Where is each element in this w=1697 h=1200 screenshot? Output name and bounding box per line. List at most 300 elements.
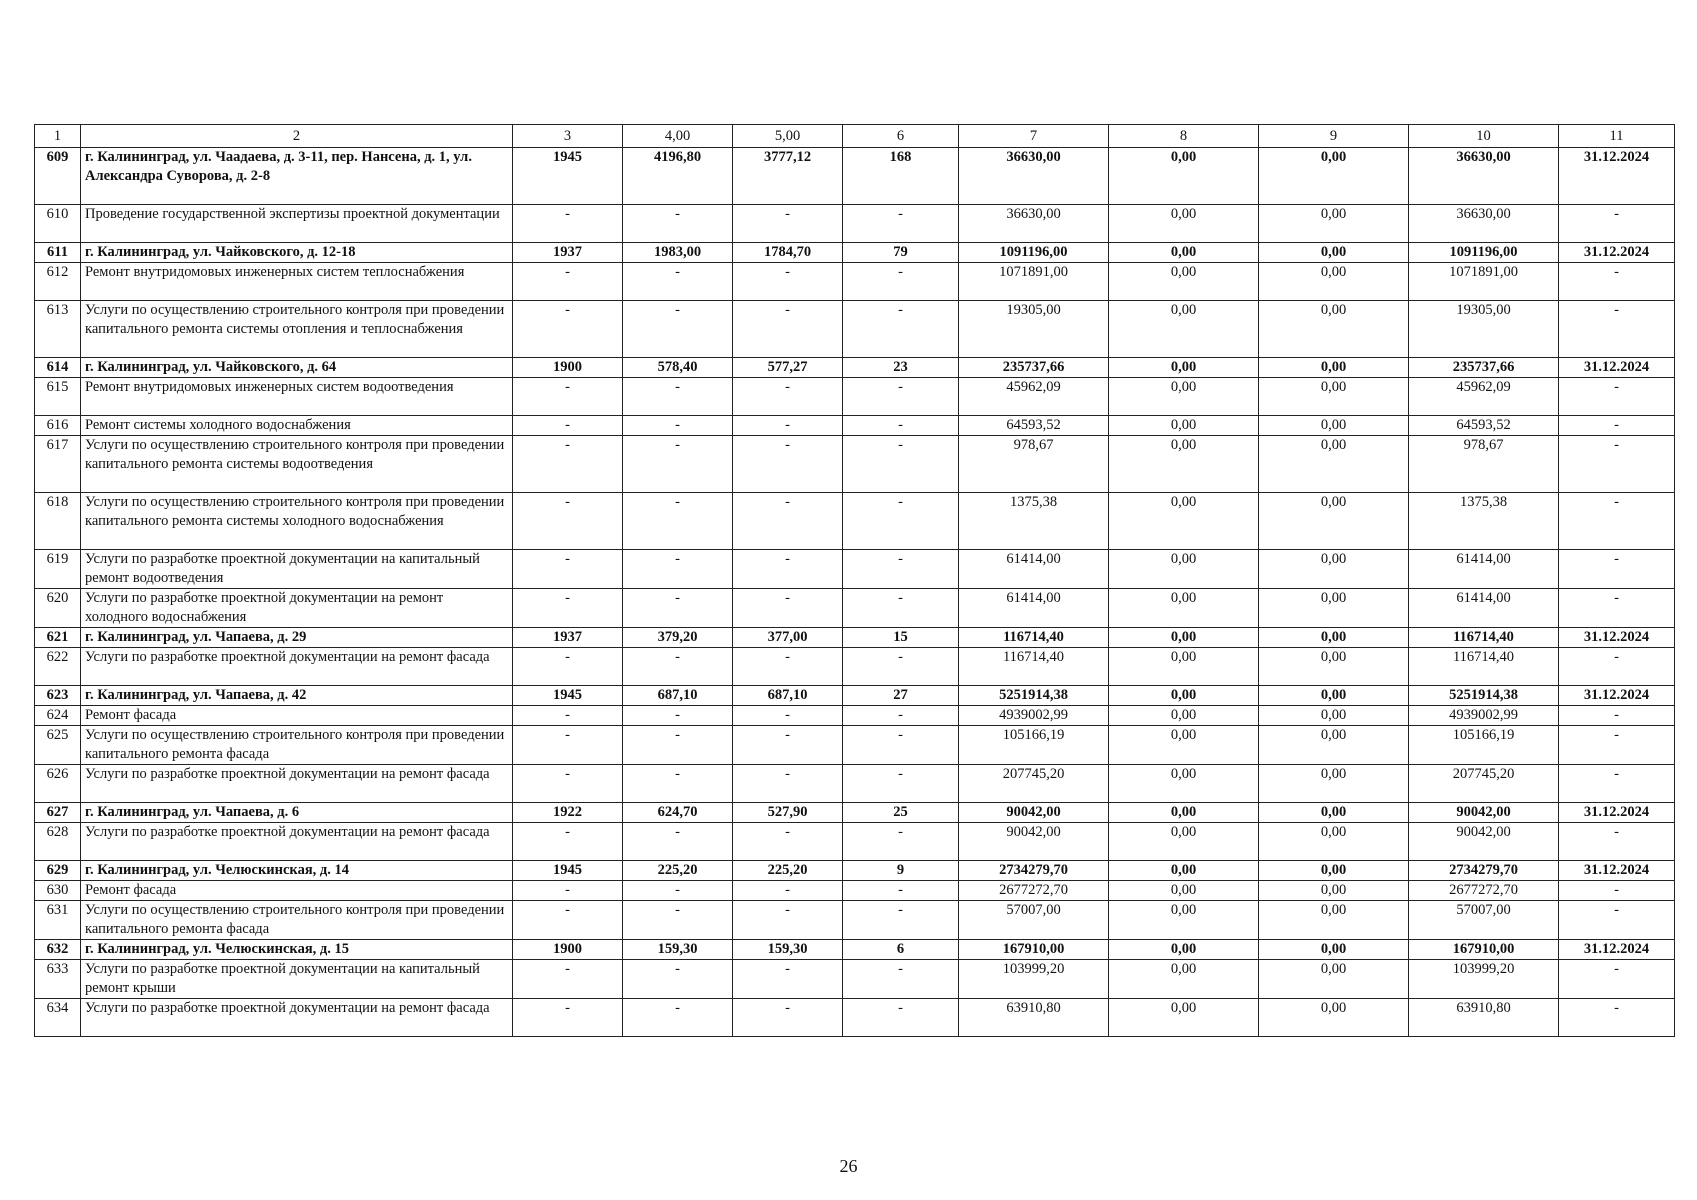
cell-area-total: 4196,80 [623,148,733,205]
cell-cost-10: 1071891,00 [1409,263,1559,301]
cell-area-living: - [733,301,843,358]
cell-cost-9: 0,00 [1259,378,1409,416]
cell-cost-total: 116714,40 [959,628,1109,648]
cell-residents: - [843,378,959,416]
col-header: 8 [1109,125,1259,148]
cell-cost-total: 207745,20 [959,765,1109,803]
cell-area-total: - [623,263,733,301]
cell-cost-9: 0,00 [1259,263,1409,301]
cell-cost-total: 1375,38 [959,493,1109,550]
cell-area-total: - [623,416,733,436]
cell-cost-9: 0,00 [1259,881,1409,901]
cell-cost-8: 0,00 [1109,940,1259,960]
table-row-work [35,881,1675,901]
cell-cost-8: 0,00 [1109,999,1259,1037]
row-name: Ремонт внутридомовых инженерных систем водоотведения [81,378,513,416]
cell-deadline: - [1559,493,1675,550]
cell-area-total: 1983,00 [623,243,733,263]
table-row-work [35,901,1675,940]
row-name: Услуги по осуществлению строительного контроля при проведении капитального ремонта фасада [81,726,513,765]
cell-area-living: 577,27 [733,358,843,378]
cell-cost-9: 0,00 [1259,416,1409,436]
cell-area-total: - [623,493,733,550]
row-name: Услуги по осуществлению строительного контроля при проведении капитального ремонта системы водоотведения [81,436,513,493]
cell-cost-8: 0,00 [1109,686,1259,706]
cell-deadline: - [1559,378,1675,416]
cell-cost-8: 0,00 [1109,881,1259,901]
row-name: Услуги по осуществлению строительного контроля при проведении капитального ремонта системы холодного водоснабжения [81,493,513,550]
row-name: Проведение государственной экспертизы проектной документации [81,205,513,243]
cell-cost-10: 116714,40 [1409,628,1559,648]
cell-residents: - [843,960,959,999]
row-number: 632 [35,940,81,960]
cell-area-living: - [733,416,843,436]
cell-year: 1922 [513,803,623,823]
row-name: г. Калининград, ул. Чапаева, д. 6 [81,803,513,823]
cell-year: - [513,589,623,628]
cell-cost-8: 0,00 [1109,550,1259,589]
cell-year: - [513,550,623,589]
col-header: 7 [959,125,1109,148]
row-name: г. Калининград, ул. Чайковского, д. 64 [81,358,513,378]
cell-cost-10: 5251914,38 [1409,686,1559,706]
row-name: Услуги по разработке проектной документации на ремонт фасада [81,648,513,686]
cell-cost-10: 61414,00 [1409,589,1559,628]
cell-cost-total: 1091196,00 [959,243,1109,263]
cell-area-total: - [623,205,733,243]
cell-cost-9: 0,00 [1259,589,1409,628]
cell-cost-8: 0,00 [1109,378,1259,416]
row-name: г. Калининград, ул. Челюскинская, д. 14 [81,861,513,881]
cell-cost-9: 0,00 [1259,861,1409,881]
cell-deadline: 31.12.2024 [1559,358,1675,378]
table-row-work [35,436,1675,493]
cell-cost-10: 57007,00 [1409,901,1559,940]
row-name: Ремонт внутридомовых инженерных систем теплоснабжения [81,263,513,301]
cell-cost-8: 0,00 [1109,243,1259,263]
table-row-work [35,416,1675,436]
cell-residents: - [843,823,959,861]
row-number: 624 [35,706,81,726]
table-row-work [35,648,1675,686]
table-row-address [35,148,1675,205]
table-row-address [35,243,1675,263]
col-header: 1 [35,125,81,148]
cell-year: - [513,416,623,436]
cell-deadline: - [1559,550,1675,589]
cell-cost-9: 0,00 [1259,803,1409,823]
cell-deadline: - [1559,589,1675,628]
row-number: 627 [35,803,81,823]
page-number: 26 [839,1156,858,1176]
repair-plan-table [34,124,1675,1037]
cell-cost-10: 103999,20 [1409,960,1559,999]
cell-cost-10: 105166,19 [1409,726,1559,765]
row-number: 625 [35,726,81,765]
cell-area-total: - [623,589,733,628]
row-name: Ремонт фасада [81,881,513,901]
cell-cost-10: 19305,00 [1409,301,1559,358]
table-row-address [35,628,1675,648]
cell-residents: 9 [843,861,959,881]
cell-area-total: 687,10 [623,686,733,706]
cell-year: 1900 [513,940,623,960]
cell-deadline: 31.12.2024 [1559,861,1675,881]
cell-cost-total: 5251914,38 [959,686,1109,706]
col-header: 6 [843,125,959,148]
cell-year: - [513,301,623,358]
row-number: 615 [35,378,81,416]
cell-cost-10: 2677272,70 [1409,881,1559,901]
table-row-address [35,358,1675,378]
cell-residents: 27 [843,686,959,706]
cell-residents: - [843,301,959,358]
cell-residents: - [843,706,959,726]
cell-year: - [513,706,623,726]
row-number: 611 [35,243,81,263]
cell-residents: - [843,589,959,628]
cell-cost-9: 0,00 [1259,205,1409,243]
table-row-work [35,960,1675,999]
cell-cost-10: 36630,00 [1409,205,1559,243]
cell-cost-10: 167910,00 [1409,940,1559,960]
cell-year: 1937 [513,243,623,263]
table-row-address [35,940,1675,960]
cell-deadline: - [1559,706,1675,726]
cell-cost-9: 0,00 [1259,436,1409,493]
cell-cost-total: 57007,00 [959,901,1109,940]
cell-cost-10: 116714,40 [1409,648,1559,686]
cell-area-total: 578,40 [623,358,733,378]
row-number: 630 [35,881,81,901]
row-name: г. Калининград, ул. Чайковского, д. 12-18 [81,243,513,263]
cell-year: - [513,823,623,861]
cell-area-total: - [623,881,733,901]
cell-residents: 25 [843,803,959,823]
cell-year: - [513,881,623,901]
cell-cost-8: 0,00 [1109,765,1259,803]
table-row-work [35,706,1675,726]
row-number: 622 [35,648,81,686]
cell-cost-8: 0,00 [1109,960,1259,999]
table-row-address [35,861,1675,881]
cell-residents: 168 [843,148,959,205]
col-header: 3 [513,125,623,148]
cell-cost-10: 207745,20 [1409,765,1559,803]
cell-cost-total: 116714,40 [959,648,1109,686]
cell-cost-9: 0,00 [1259,686,1409,706]
cell-cost-8: 0,00 [1109,706,1259,726]
cell-cost-10: 1091196,00 [1409,243,1559,263]
cell-cost-total: 63910,80 [959,999,1109,1037]
row-number: 634 [35,999,81,1037]
row-name: Услуги по разработке проектной документации на ремонт фасада [81,823,513,861]
row-number: 628 [35,823,81,861]
cell-area-living: - [733,765,843,803]
cell-cost-8: 0,00 [1109,205,1259,243]
cell-area-total: 624,70 [623,803,733,823]
cell-area-living: 687,10 [733,686,843,706]
cell-area-living: 159,30 [733,940,843,960]
table-row-work [35,823,1675,861]
cell-cost-total: 235737,66 [959,358,1109,378]
cell-area-living: - [733,706,843,726]
cell-area-total: - [623,823,733,861]
cell-deadline: 31.12.2024 [1559,803,1675,823]
col-header: 11 [1559,125,1675,148]
cell-residents: 6 [843,940,959,960]
cell-cost-9: 0,00 [1259,960,1409,999]
cell-cost-9: 0,00 [1259,999,1409,1037]
cell-residents: - [843,263,959,301]
cell-cost-9: 0,00 [1259,648,1409,686]
cell-cost-total: 2677272,70 [959,881,1109,901]
table-body [35,148,1675,1037]
cell-cost-9: 0,00 [1259,243,1409,263]
cell-deadline: - [1559,648,1675,686]
cell-cost-9: 0,00 [1259,765,1409,803]
cell-cost-9: 0,00 [1259,148,1409,205]
cell-residents: - [843,999,959,1037]
cell-cost-8: 0,00 [1109,901,1259,940]
row-name: Услуги по осуществлению строительного контроля при проведении капитального ремонта системы отопления и теплоснабжения [81,301,513,358]
cell-cost-8: 0,00 [1109,648,1259,686]
table-row-address [35,686,1675,706]
cell-deadline: - [1559,960,1675,999]
table-row-work [35,589,1675,628]
row-name: г. Калининград, ул. Челюскинская, д. 15 [81,940,513,960]
cell-cost-total: 36630,00 [959,148,1109,205]
cell-deadline: - [1559,999,1675,1037]
cell-area-living: 377,00 [733,628,843,648]
cell-deadline: 31.12.2024 [1559,243,1675,263]
cell-residents: - [843,648,959,686]
cell-year: 1945 [513,148,623,205]
cell-year: - [513,493,623,550]
cell-area-living: - [733,881,843,901]
cell-area-living: - [733,205,843,243]
cell-year: - [513,648,623,686]
cell-area-living: 1784,70 [733,243,843,263]
cell-year: - [513,726,623,765]
cell-cost-total: 167910,00 [959,940,1109,960]
cell-cost-8: 0,00 [1109,358,1259,378]
cell-cost-total: 103999,20 [959,960,1109,999]
table-row-work [35,765,1675,803]
cell-cost-9: 0,00 [1259,940,1409,960]
cell-cost-total: 4939002,99 [959,706,1109,726]
cell-cost-total: 45962,09 [959,378,1109,416]
cell-cost-9: 0,00 [1259,550,1409,589]
cell-area-living: - [733,901,843,940]
cell-area-total: - [623,999,733,1037]
cell-cost-total: 90042,00 [959,823,1109,861]
cell-deadline: - [1559,263,1675,301]
table-row-work [35,205,1675,243]
cell-deadline: - [1559,881,1675,901]
row-name: Услуги по разработке проектной документации на ремонт фасада [81,999,513,1037]
row-number: 617 [35,436,81,493]
row-number: 610 [35,205,81,243]
cell-cost-8: 0,00 [1109,263,1259,301]
cell-cost-9: 0,00 [1259,901,1409,940]
row-name: г. Калининград, ул. Чаадаева, д. 3-11, пер. Нансена, д. 1, ул. Александра Суворова, д. 2-8 [81,148,513,205]
cell-area-living: - [733,999,843,1037]
cell-area-total: - [623,301,733,358]
cell-residents: - [843,901,959,940]
cell-area-total: - [623,550,733,589]
row-number: 621 [35,628,81,648]
cell-deadline: 31.12.2024 [1559,940,1675,960]
cell-cost-10: 235737,66 [1409,358,1559,378]
row-number: 612 [35,263,81,301]
cell-cost-8: 0,00 [1109,436,1259,493]
cell-area-total: - [623,436,733,493]
cell-cost-8: 0,00 [1109,493,1259,550]
cell-residents: - [843,205,959,243]
cell-deadline: - [1559,416,1675,436]
table-row-address [35,803,1675,823]
cell-residents: - [843,493,959,550]
row-name: Услуги по разработке проектной документации на ремонт фасада [81,765,513,803]
row-name: г. Калининград, ул. Чапаева, д. 42 [81,686,513,706]
row-number: 609 [35,148,81,205]
col-header: 5,00 [733,125,843,148]
cell-cost-10: 63910,80 [1409,999,1559,1037]
table-row-work [35,301,1675,358]
cell-cost-9: 0,00 [1259,726,1409,765]
cell-year: 1900 [513,358,623,378]
cell-residents: - [843,726,959,765]
cell-cost-10: 90042,00 [1409,803,1559,823]
cell-area-living: - [733,263,843,301]
cell-cost-8: 0,00 [1109,861,1259,881]
cell-cost-9: 0,00 [1259,628,1409,648]
cell-area-living: - [733,378,843,416]
cell-area-living: 3777,12 [733,148,843,205]
row-number: 619 [35,550,81,589]
cell-cost-8: 0,00 [1109,803,1259,823]
cell-year: - [513,263,623,301]
cell-residents: 79 [843,243,959,263]
row-name: г. Калининград, ул. Чапаева, д. 29 [81,628,513,648]
row-number: 613 [35,301,81,358]
cell-year: - [513,901,623,940]
cell-cost-9: 0,00 [1259,823,1409,861]
cell-year: - [513,765,623,803]
cell-year: - [513,205,623,243]
cell-year: 1945 [513,686,623,706]
cell-area-total: - [623,726,733,765]
cell-area-total: - [623,648,733,686]
table-row-work [35,550,1675,589]
row-name: Ремонт системы холодного водоснабжения [81,416,513,436]
cell-area-living: - [733,823,843,861]
cell-year: 1945 [513,861,623,881]
col-header: 4,00 [623,125,733,148]
cell-cost-10: 2734279,70 [1409,861,1559,881]
cell-area-living: - [733,648,843,686]
cell-area-total: - [623,378,733,416]
cell-cost-9: 0,00 [1259,301,1409,358]
col-header: 2 [81,125,513,148]
row-name: Услуги по разработке проектной документации на ремонт холодного водоснабжения [81,589,513,628]
cell-cost-8: 0,00 [1109,301,1259,358]
row-number: 623 [35,686,81,706]
cell-cost-9: 0,00 [1259,706,1409,726]
row-number: 633 [35,960,81,999]
cell-residents: - [843,881,959,901]
cell-residents: - [843,550,959,589]
table-row-work [35,263,1675,301]
cell-cost-total: 978,67 [959,436,1109,493]
cell-cost-10: 4939002,99 [1409,706,1559,726]
cell-area-total: - [623,706,733,726]
table-row-work [35,999,1675,1037]
cell-cost-8: 0,00 [1109,589,1259,628]
cell-cost-10: 36630,00 [1409,148,1559,205]
cell-year: - [513,436,623,493]
row-number: 626 [35,765,81,803]
cell-deadline: - [1559,901,1675,940]
cell-year: - [513,378,623,416]
cell-residents: 23 [843,358,959,378]
cell-area-total: - [623,901,733,940]
cell-cost-8: 0,00 [1109,726,1259,765]
col-header: 9 [1259,125,1409,148]
cell-cost-total: 64593,52 [959,416,1109,436]
cell-cost-total: 61414,00 [959,550,1109,589]
cell-cost-8: 0,00 [1109,148,1259,205]
cell-deadline: 31.12.2024 [1559,628,1675,648]
cell-cost-9: 0,00 [1259,493,1409,550]
cell-cost-total: 61414,00 [959,589,1109,628]
cell-residents: - [843,765,959,803]
row-number: 618 [35,493,81,550]
row-number: 629 [35,861,81,881]
cell-area-total: 159,30 [623,940,733,960]
cell-area-total: - [623,960,733,999]
table-row-work [35,493,1675,550]
col-header: 10 [1409,125,1559,148]
table-row-work [35,378,1675,416]
cell-area-total: - [623,765,733,803]
cell-area-living: - [733,589,843,628]
cell-cost-10: 90042,00 [1409,823,1559,861]
cell-deadline: - [1559,436,1675,493]
cell-deadline: 31.12.2024 [1559,686,1675,706]
cell-deadline: - [1559,765,1675,803]
cell-cost-8: 0,00 [1109,416,1259,436]
cell-cost-10: 45962,09 [1409,378,1559,416]
cell-area-living: - [733,726,843,765]
cell-deadline: - [1559,823,1675,861]
cell-deadline: 31.12.2024 [1559,148,1675,205]
cell-cost-total: 1071891,00 [959,263,1109,301]
cell-area-living: - [733,436,843,493]
cell-cost-total: 2734279,70 [959,861,1109,881]
cell-area-living: 225,20 [733,861,843,881]
cell-year: - [513,960,623,999]
table-row-work [35,726,1675,765]
cell-residents: - [843,436,959,493]
cell-cost-10: 1375,38 [1409,493,1559,550]
cell-deadline: - [1559,726,1675,765]
cell-area-living: - [733,960,843,999]
cell-area-living: 527,90 [733,803,843,823]
row-name: Услуги по разработке проектной документации на капитальный ремонт водоотведения [81,550,513,589]
row-number: 620 [35,589,81,628]
